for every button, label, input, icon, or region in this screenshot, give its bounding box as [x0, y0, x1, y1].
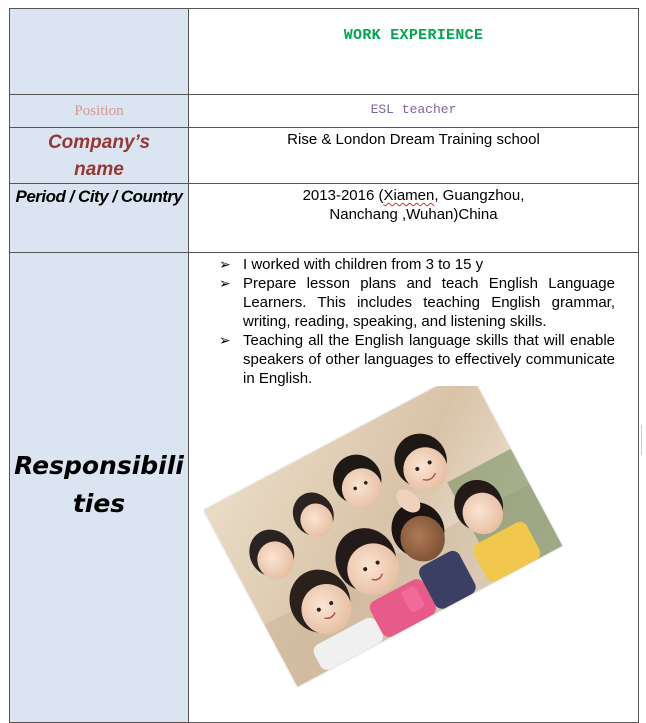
header-value-cell	[189, 9, 639, 95]
period-label-text: Period / City / Country	[15, 187, 183, 206]
period-value-pre: 2013-2016 (	[302, 187, 384, 204]
header-row	[10, 9, 639, 95]
group-photo-children-with-teacher	[204, 386, 563, 687]
list-item: ➢ Teaching all the English language skills that will enable speakers of other languages to effectively communicate in English.	[219, 332, 615, 387]
period-value-line2: Nanchang ,Wuhan)China	[329, 206, 498, 223]
period-label-cell	[10, 184, 189, 253]
position-label-cell	[10, 95, 189, 128]
arrow-bullet-icon: ➢	[219, 256, 231, 272]
company-label-cell	[10, 128, 189, 184]
section-heading: WORK EXPERIENCE	[343, 27, 484, 44]
period-value-city: Xiamen	[383, 187, 435, 204]
responsibilities-row	[10, 253, 639, 723]
position-value: ESL teacher	[370, 102, 457, 117]
period-label	[10, 184, 188, 209]
period-value	[189, 186, 638, 224]
work-experience-table	[9, 8, 639, 723]
responsibilities-value-cell	[189, 253, 639, 723]
arrow-bullet-icon: ➢	[219, 275, 231, 291]
page-edge-marker	[641, 425, 646, 455]
position-row	[10, 95, 639, 128]
header-label-cell	[10, 9, 189, 95]
company-label: Company’s name	[47, 132, 151, 180]
company-value: Rise & London Dream Training school	[287, 131, 540, 148]
responsibilities-label: Responsibilities	[14, 450, 184, 518]
list-item: ➢ Prepare lesson plans and teach English Language Learners. This includes teaching English grammar, writing, reading, speaking, and listening skills.	[219, 275, 615, 330]
responsibilities-list	[219, 255, 615, 388]
photo-wrap	[203, 386, 623, 716]
company-value-cell	[189, 128, 639, 184]
position-value-cell	[189, 95, 639, 128]
period-value-post: , Guangzhou,	[434, 187, 525, 204]
period-value-cell	[189, 184, 639, 253]
position-label: Position	[74, 103, 124, 119]
period-row	[10, 184, 639, 253]
company-row	[10, 128, 639, 184]
responsibilities-label-wrap	[10, 253, 188, 722]
list-item: ➢ I worked with children from 3 to 15 y	[219, 256, 484, 273]
arrow-bullet-icon: ➢	[219, 332, 231, 348]
responsibilities-label-cell	[10, 253, 189, 723]
